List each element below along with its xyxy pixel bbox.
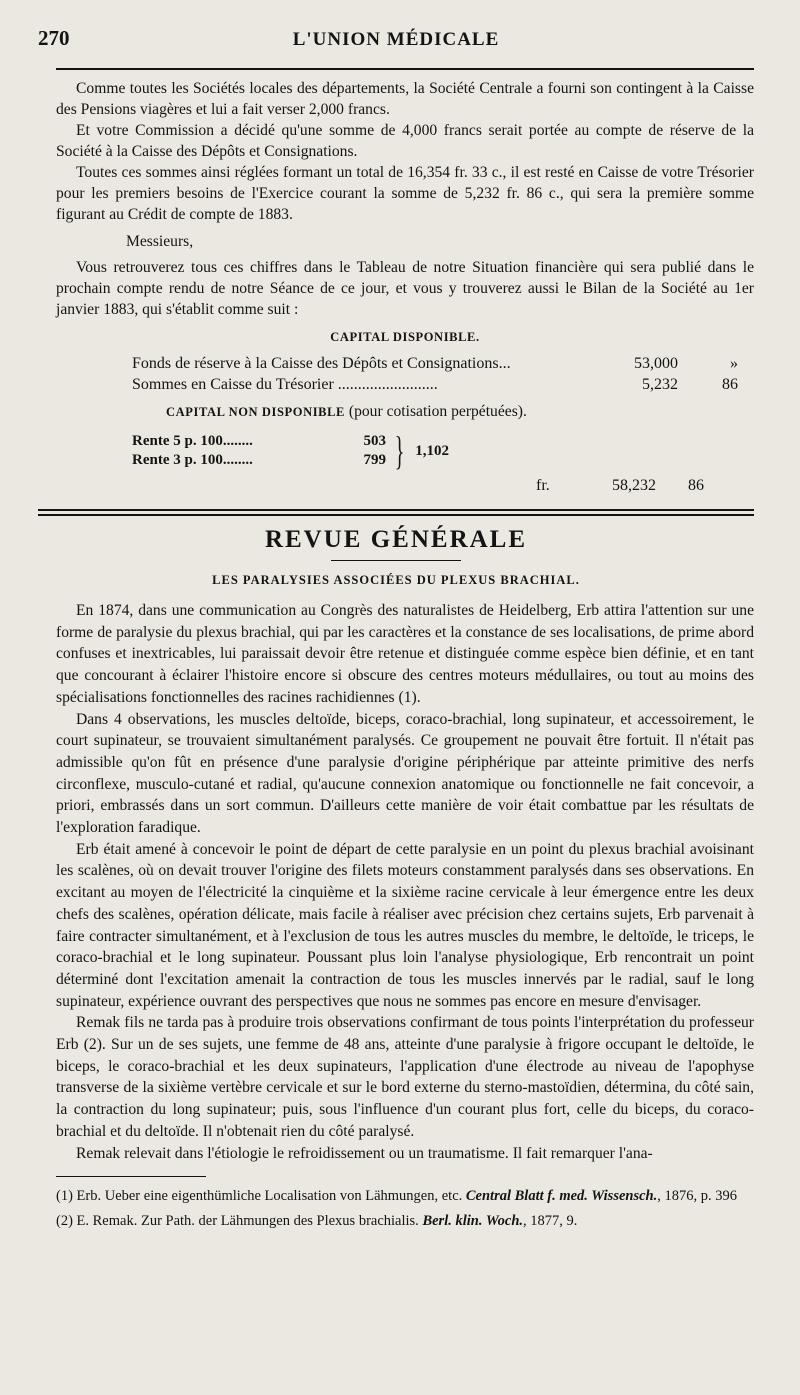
rente-row bbox=[132, 451, 386, 470]
capital-non-disponible-heading bbox=[166, 403, 754, 421]
rente-block bbox=[132, 428, 754, 473]
footnote-rule bbox=[56, 1176, 206, 1177]
rente-row bbox=[132, 432, 386, 451]
ledger-cents: 86 bbox=[722, 376, 738, 393]
article-paragraph: Erb était amené à concevoir le point de départ de cette paralysie en un point du plexus brachial avoisinant les scalènes, où on devait trouver l'origine des filets moteurs constamment paralysés dans ses observations. En excitant au moyen de l'électricité la cinquième et la sixième racine cervicale à leur émergence entre les deux chefs des scalènes, opération délicate, mais facile à réaliser avec précision chez certains sujets, Erb parvenait à faire contracter simultanément, et à l'exclusion de tous les autres muscles du membre, le deltoïde, le triceps, le coraco-brachial et le long supinateur. Poussant plus loin l'analyse physiologique, Erb rencontrait un point déterminé dont l'excitation amenait la contraction de tous les muscles innervés par le radial, sauf le long supinateur, expérience ouvrant des perspectives que nous ne sommes pas encore en mesure d'envisager. bbox=[56, 840, 754, 1010]
footnote bbox=[38, 1187, 754, 1206]
nd-heading-label: CAPITAL NON DISPONIBLE bbox=[166, 405, 345, 419]
brace-glyph: } bbox=[394, 428, 405, 473]
footnote-text: (2) E. Remak. Zur Path. der Lähmungen des Plexus brachialis. bbox=[56, 1213, 419, 1230]
section-title: REVUE GÉNÉRALE bbox=[264, 526, 528, 553]
ledger-label: Fonds de réserve à la Caisse des Dépôts et Consignations... bbox=[132, 355, 511, 372]
ledger-row bbox=[132, 353, 754, 374]
article-title: LES PARALYSIES ASSOCIÉES DU PLEXUS BRACHIAL. bbox=[212, 573, 580, 587]
title-rule bbox=[331, 560, 461, 561]
rente-value: 503 bbox=[363, 433, 386, 449]
total-cents: 86 bbox=[688, 477, 704, 494]
salutation: Messieurs, bbox=[126, 233, 194, 250]
ledger-amount: 5,232 bbox=[642, 376, 678, 393]
ledger-row bbox=[132, 374, 754, 395]
article-paragraph: Dans 4 observations, les muscles deltoïde, biceps, coraco-brachial, long supinateur, et accessoirement, le court supinateur, se trouvaient simultanément paralysés. Ce groupement ne pouvait être fortuit. Il n'était pas admissible qu'on fût en présence d'une paralysie d'origine périphérique par atteinte primitive des nerfs circonflexe, musculo-cutané et radial, qu'aucune connexion anatomique ou fonctionnelle ne fait concevoir, a priori, embrassés dans un sort commun. D'ailleurs cette manière de voir était combattue par les résultats de l'exploration faradique. bbox=[56, 710, 754, 837]
header-rule bbox=[56, 68, 754, 70]
footnote-tail: , 1876, p. 396 bbox=[657, 1188, 737, 1205]
article-paragraph: En 1874, dans une communication au Congrès des naturalistes de Heidelberg, Erb attira l'attention sur une forme de paralysie du plexus brachial, qui par les caractères et la constance de ses localisations, de prime abord confuses et inextricables, lui paraissait devoir être retenue et distinguée comme espèce bien définie, et en tant que concourant à éclairer l'histoire encore si obscure des centres moteurs médullaires, ou tout au moins des spécialisations fonctionnelles des racines rachidiennes (1). bbox=[56, 602, 754, 706]
running-head bbox=[38, 26, 754, 60]
footnote bbox=[38, 1212, 754, 1231]
rente-value: 799 bbox=[363, 452, 386, 468]
article-paragraph: Remak relevait dans l'étiologie le refroidissement ou un traumatisme. Il fait remarquer l'ana- bbox=[76, 1144, 653, 1162]
ledger-cents: » bbox=[730, 355, 738, 372]
total-prefix: fr. bbox=[536, 477, 550, 494]
treasurer-report bbox=[38, 78, 754, 495]
rente-subtotal: 1,102 bbox=[415, 442, 449, 459]
rente-label: Rente 5 p. 100........ bbox=[132, 433, 253, 449]
rente-rows bbox=[132, 432, 386, 470]
footnote-ref: Central Blatt f. med. Wissensch. bbox=[465, 1188, 658, 1205]
intro-paragraph: Et votre Commission a décidé qu'une somme de 4,000 francs serait portée au compte de réserve de la Société à la Caisse des Dépôts et Consignations. bbox=[56, 122, 754, 160]
nd-heading-note: (pour cotisation perpétuées). bbox=[348, 403, 527, 420]
ledger-label: Sommes en Caisse du Trésorier ......................... bbox=[132, 376, 438, 393]
footnote-ref: Berl. klin. Woch. bbox=[422, 1213, 524, 1230]
grand-total bbox=[56, 477, 704, 495]
page-number: 270 bbox=[38, 26, 70, 50]
intro-paragraph: Comme toutes les Sociétés locales des départements, la Société Centrale a fourni son contingent à la Caisse des Pensions viagères et lui a fait verser 2,000 francs. bbox=[56, 80, 754, 118]
balance-paragraph: Vous retrouverez tous ces chiffres dans le Tableau de notre Situation financière qui sera publié dans le prochain compte rendu de notre Séance de ce jour, et vous y trouverez aussi le Bilan de la Société au 1er janvier 1883, qui s'établit comme suit : bbox=[56, 259, 754, 318]
article-body bbox=[38, 600, 754, 1164]
footnote-text: (1) Erb. Ueber eine eigenthümliche Localisation von Lähmungen, etc. bbox=[56, 1188, 463, 1205]
rente-label: Rente 3 p. 100........ bbox=[132, 452, 253, 468]
intro-paragraph: Toutes ces sommes ainsi réglées formant un total de 16,354 fr. 33 c., il est resté en Caisse de votre Trésorier pour les premiers besoins de l'Exercice courant la somme de 5,232 fr. 86 c., qui sera la première somme figurant au Crédit de compte de 1883. bbox=[56, 164, 754, 223]
capital-disponible-heading: CAPITAL DISPONIBLE. bbox=[330, 330, 480, 344]
footnote-tail: , 1877, 9. bbox=[523, 1213, 578, 1230]
total-amount: 58,232 bbox=[612, 477, 656, 494]
journal-title: L'UNION MÉDICALE bbox=[292, 29, 500, 50]
section-divider bbox=[38, 509, 754, 516]
article-paragraph: Remak fils ne tarda pas à produire trois observations confirmant de tous points l'interprétation du professeur Erb (2). Sur un de ses sujets, une femme de 48 ans, atteinte d'une paralysie à frigore occupant le deltoïde, le biceps, le coraco-brachial et les deux supinateurs, l'application d'une électrode au niveau de l'apophyse transverse de la sixième vertèbre cervicale et sur le bord externe du sterno-mastoïdien, détermina, du côté sain, la contraction du long supinateur; puis, sous l'influence d'un courant plus fort, celle du biceps, du coraco-brachial et du deltoïde. Il n'obtenait rien du côté paralysé. bbox=[56, 1014, 754, 1140]
ledger-amount: 53,000 bbox=[634, 355, 678, 372]
